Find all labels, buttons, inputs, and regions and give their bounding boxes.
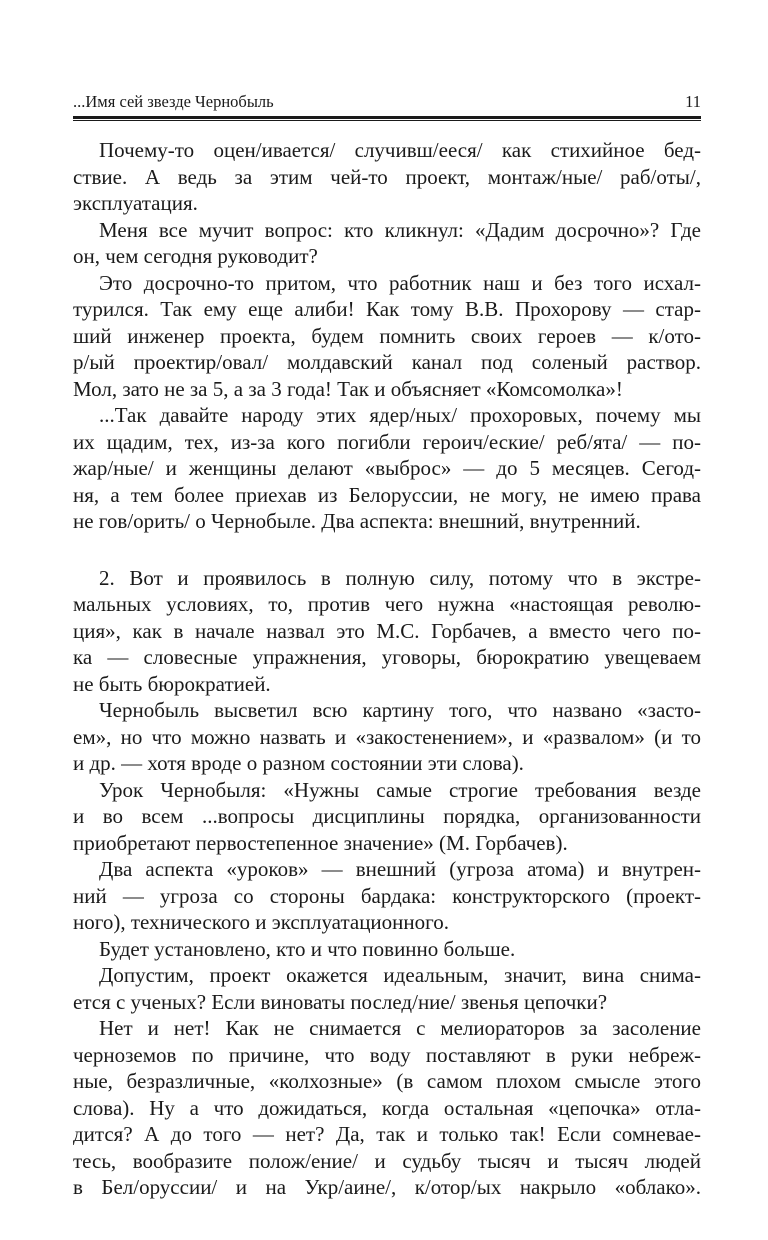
text-line: приобретают первостепенное значение» (М. Горбачев). [73,830,568,855]
text-line: Урок Чернобыля: «Нужны самые строгие требования везде [99,777,701,802]
paragraph [73,402,701,535]
text-line: и др. — хотя вроде о разном состоянии эти слова). [73,751,524,775]
text-line: Это досрочно-то притом, что работник наш и без того исхал- [99,270,701,295]
text-line: Меня все мучит вопрос: кто кликнул: «Дадим досрочно»? Где [99,217,701,242]
text-line: ция», как в начале назвал это М.С. Горбачев, а вместо чего по- [73,618,701,643]
paragraph [73,777,701,857]
text-line: в Бел/оруссии/ и на Укр/аине/, к/отор/ых накрыло «облако». [73,1175,701,1199]
text-line: жар/ные/ и женщины делают «выброс» — до 5 месяцев. Сегод- [73,456,701,480]
paragraph [73,856,701,936]
text-line: ня, а тем более приехав из Белоруссии, не могу, не имею права [73,482,701,507]
text-line: слова). Ну а что дожидаться, когда остальная «цепочка» отла- [73,1095,701,1120]
text-line: эксплуатация. [73,191,198,215]
text-line: Будет установлено, кто и что повинно больше. [99,936,516,961]
text-line: р/ый проектир/овал/ молдавский канал под соленый раствор. [73,350,701,374]
text-line: ные, безразличные, «колхозные» (в самом плохом смысле этого [73,1069,701,1093]
text-line: ется с ученых? Если виноваты послед/ние/ звенья цепочки? [73,989,608,1014]
paragraph [73,270,701,403]
page-body [73,137,701,1201]
text-line: Чернобыль высветил всю картину того, что названо «засто- [99,698,701,722]
text-line: ший инженер проекта, будем помнить своих героев — к/ото- [73,323,701,348]
text-line: ...Так давайте народу этих ядер/ных/ прохоровых, почему мы [99,403,701,427]
paragraph [73,962,701,1015]
paragraph [73,936,701,963]
text-line: Допустим, проект окажется идеальным, значит, вина снима- [99,963,701,987]
running-header [73,92,701,114]
text-line: Два аспекта «уроков» — внешний (угроза атома) и внутрен- [99,857,701,881]
page-number: 11 [685,92,701,111]
section-gap [73,535,701,565]
text-line: дится? А до того — нет? Да, так и только так! Если сомневае- [73,1122,701,1146]
text-line: турился. Так ему еще алиби! Как тому В.В. Прохорову — стар- [73,297,701,321]
text-line: их щадим, тех, из-за кого погибли героич/еские/ реб/ята/ — по- [73,429,701,454]
text-line: тесь, вообразите полож/ение/ и судьбу тысяч и тысяч людей [73,1148,701,1173]
paragraph [73,1015,701,1201]
text-line: не быть бюрократией. [73,671,271,696]
text-line: он, чем сегодня руководит? [73,244,318,268]
text-line: Мол, зато не за 5, а за 3 года! Так и объясняет «Комсомолка»! [73,376,623,401]
text-line: черноземов по причине, что воду поставляют в руки небреж- [73,1042,701,1067]
text-line: ствие. А ведь за этим чей-то проект, монтаж/ные/ раб/оты/, [73,164,701,189]
text-line: ний — угроза со стороны бардака: конструкторского (проект- [73,883,701,908]
text-line: мальных условиях, то, против чего нужна «настоящая револю- [73,592,701,616]
text-line: ем», но что можно назвать и «закостенением», и «развалом» (и то [73,724,701,749]
text-line: и во всем ...вопросы дисциплины порядка, организованности [73,804,701,828]
paragraph [73,217,701,270]
header-rule-thick [73,116,701,119]
text-line: ного), технического и эксплуатационного. [73,910,449,934]
paragraph [73,565,701,698]
text-line: ка — словесные упражнения, уговоры, бюрократию увещеваем [73,645,701,669]
paragraph [73,137,701,217]
paragraph [73,697,701,777]
text-line: не гов/орить/ о Чернобыле. Два аспекта: внешний, внутренний. [73,509,641,533]
text-line: 2. Вот и проявилось в полную силу, потому что в экстре- [99,565,701,590]
running-title: ...Имя сей звезде Чернобыль [73,92,274,111]
text-line: Почему-то оцен/ивается/ случивш/ееся/ как стихийное бед- [99,138,701,162]
text-line: Нет и нет! Как не снимается с мелиораторов за засоление [99,1016,701,1040]
header-rule-thin [73,120,701,121]
